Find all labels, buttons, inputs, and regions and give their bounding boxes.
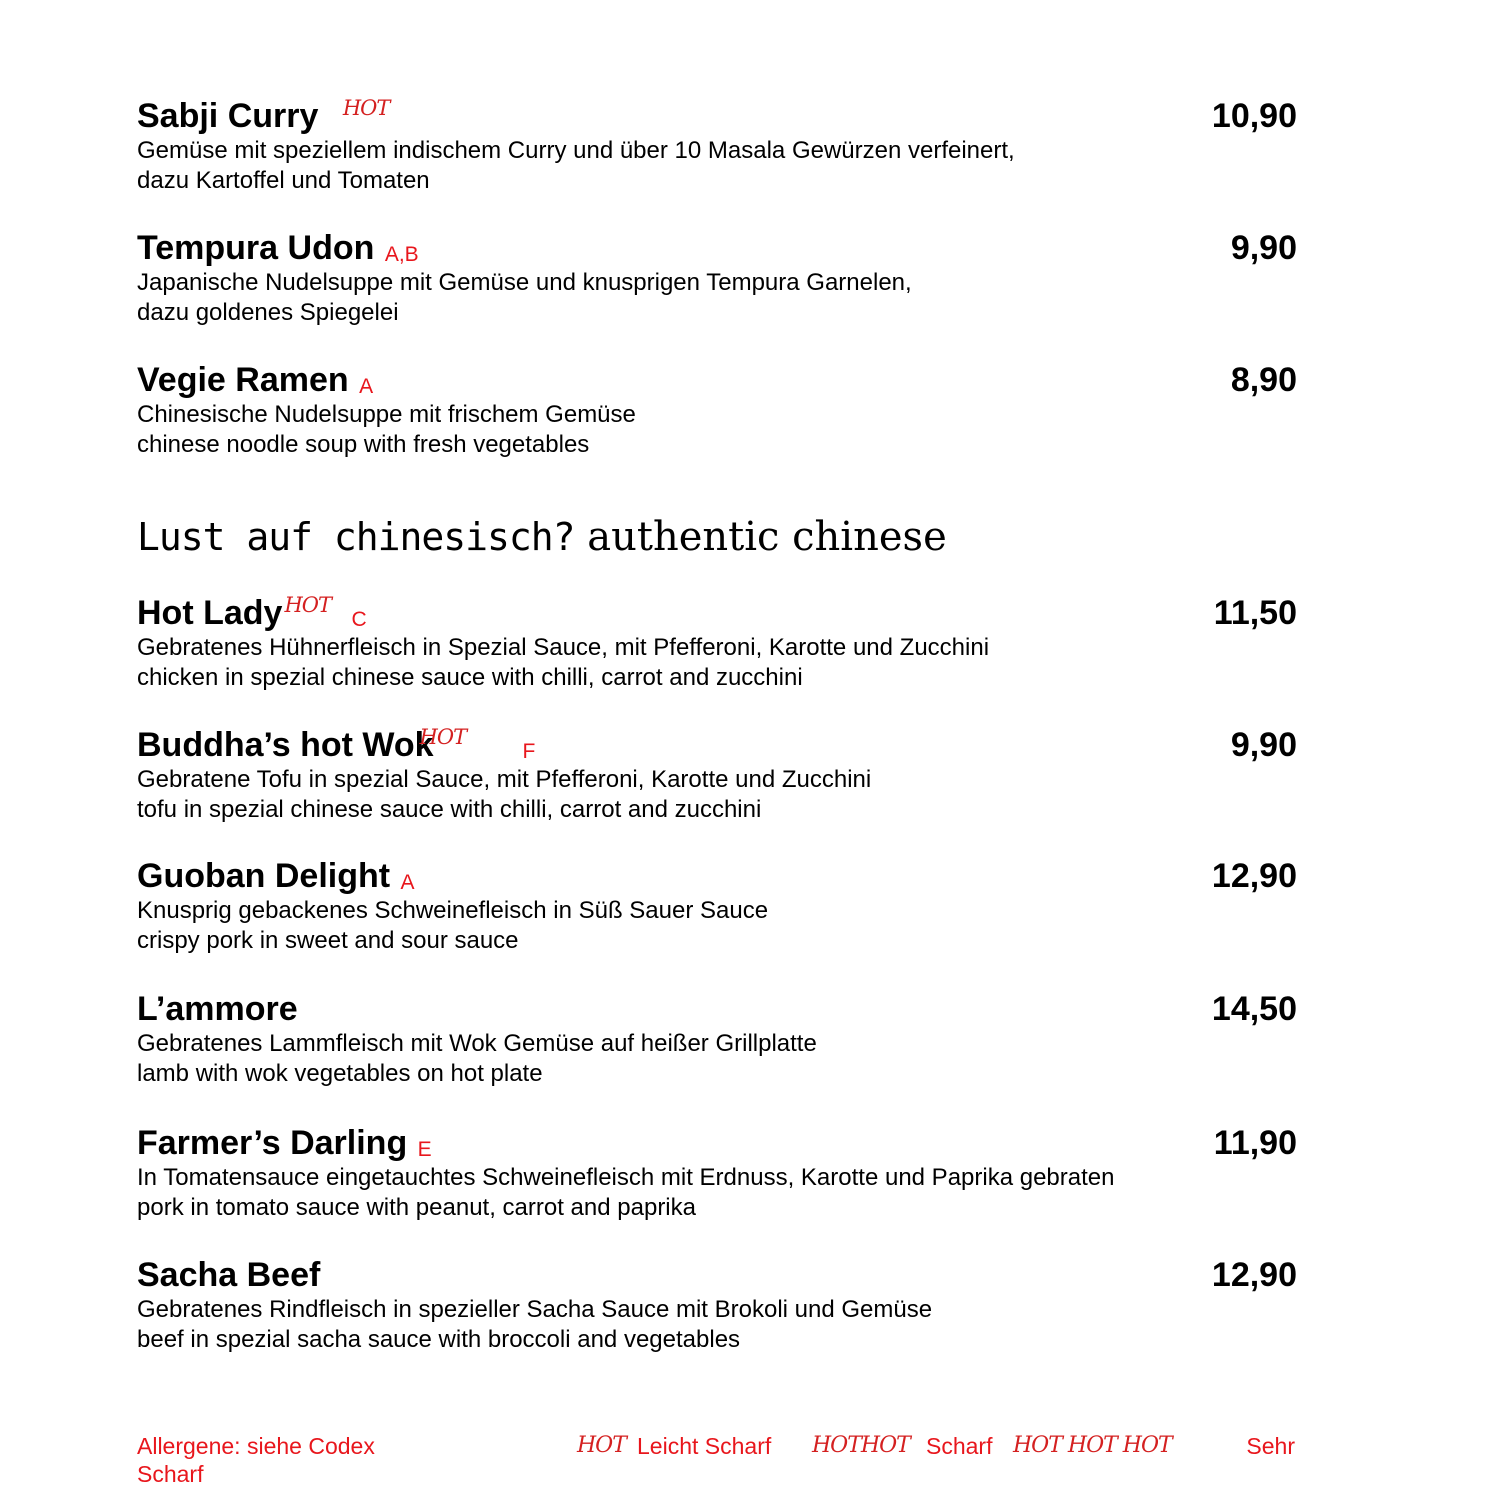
menu-item-farmers-darling bbox=[137, 1123, 1297, 1223]
dish-description: Gebratenes Hühnerfleisch in Spezial Sauce, mit Pfefferoni, Karotte und Zucchini bbox=[137, 634, 990, 661]
section-title-german: Lust auf chinesisch? bbox=[137, 515, 575, 559]
spice-level-label: Leicht Scharf bbox=[637, 1433, 772, 1459]
allergen-code: A bbox=[359, 375, 374, 398]
hot-hot-icon: HOTHOT bbox=[812, 1433, 910, 1458]
allergen-code: C bbox=[351, 608, 367, 631]
dish-description: crispy pork in sweet and sour sauce bbox=[137, 927, 519, 954]
dish-price: 8,90 bbox=[1230, 361, 1297, 399]
dish-description: beef in spezial sacha sauce with broccoli and vegetables bbox=[137, 1326, 741, 1353]
dish-name: Hot Lady bbox=[137, 594, 283, 632]
dish-name: Vegie Ramen bbox=[137, 361, 349, 399]
menu-item-header bbox=[137, 989, 1297, 1029]
dish-name: Guoban Delight bbox=[137, 857, 391, 895]
dish-description: chinese noodle soup with fresh vegetables bbox=[137, 431, 590, 458]
allergen-code: A bbox=[400, 871, 415, 894]
dish-price: 11,50 bbox=[1213, 594, 1297, 632]
spice-level-label: Sehr bbox=[1246, 1433, 1295, 1459]
dish-description: Gebratene Tofu in spezial Sauce, mit Pfefferoni, Karotte und Zucchini bbox=[137, 766, 872, 793]
section-title bbox=[137, 512, 947, 562]
menu-item-tempura-udon bbox=[137, 228, 1297, 328]
menu-item-header bbox=[137, 856, 1297, 896]
menu-item-header bbox=[137, 725, 1297, 765]
dish-name: Buddha’s hot Wok bbox=[137, 726, 434, 764]
menu-item-vegie-ramen bbox=[137, 360, 1297, 460]
allergen-note-line2: Scharf bbox=[137, 1461, 204, 1487]
dish-description: dazu goldenes Spiegelei bbox=[137, 299, 399, 326]
menu-item-header bbox=[137, 1255, 1297, 1295]
menu-item-lammore bbox=[137, 989, 1297, 1089]
hot-hot-hot-icon: HOT HOT HOT bbox=[1013, 1433, 1172, 1458]
dish-description: Gemüse mit speziellem indischem Curry und über 10 Masala Gewürzen verfeinert, bbox=[137, 137, 1015, 164]
dish-description: Knusprig gebackenes Schweinefleisch in Süß Sauer Sauce bbox=[137, 897, 769, 924]
menu-item-hot-lady bbox=[137, 593, 1297, 693]
allergen-note: Allergene: siehe Codex bbox=[137, 1433, 375, 1459]
menu-item-header bbox=[137, 593, 1297, 633]
menu-item-sacha-beef bbox=[137, 1255, 1297, 1355]
allergen-code: E bbox=[417, 1138, 432, 1161]
dish-price: 9,90 bbox=[1230, 229, 1297, 267]
dish-description: pork in tomato sauce with peanut, carrot and paprika bbox=[137, 1194, 696, 1221]
dish-name: L’ammore bbox=[137, 990, 298, 1028]
spice-level-label: Scharf bbox=[926, 1433, 993, 1459]
menu-item-header bbox=[137, 1123, 1297, 1163]
allergen-code: A,B bbox=[384, 243, 419, 266]
dish-description: lamb with wok vegetables on hot plate bbox=[137, 1060, 543, 1087]
allergen-code: F bbox=[522, 740, 536, 763]
dish-description: Japanische Nudelsuppe mit Gemüse und knusprigen Tempura Garnelen, bbox=[137, 269, 912, 296]
dish-price: 12,90 bbox=[1211, 857, 1297, 895]
dish-price: 10,90 bbox=[1211, 97, 1297, 135]
menu-item-guoban-delight bbox=[137, 856, 1297, 956]
dish-price: 9,90 bbox=[1230, 726, 1297, 764]
dish-name: Sabji Curry bbox=[137, 97, 319, 135]
dish-description: tofu in spezial chinese sauce with chilli, carrot and zucchini bbox=[137, 796, 762, 823]
dish-description: dazu Kartoffel und Tomaten bbox=[137, 167, 430, 194]
dish-name: Farmer’s Darling bbox=[137, 1124, 408, 1162]
hot-icon: HOT bbox=[419, 725, 467, 749]
dish-price: 12,90 bbox=[1211, 1256, 1297, 1294]
dish-description: Chinesische Nudelsuppe mit frischem Gemüse bbox=[137, 401, 636, 428]
dish-description: Gebratenes Lammfleisch mit Wok Gemüse auf heißer Grillplatte bbox=[137, 1030, 817, 1057]
dish-price: 14,50 bbox=[1211, 990, 1297, 1028]
hot-icon: HOT bbox=[284, 593, 331, 617]
dish-description: Gebratenes Rindfleisch in spezieller Sacha Sauce mit Brokoli und Gemüse bbox=[137, 1296, 933, 1323]
menu-item-header bbox=[137, 96, 1297, 136]
menu-item-header bbox=[137, 228, 1297, 268]
hot-icon: HOT bbox=[342, 96, 390, 120]
menu-item-header bbox=[137, 360, 1297, 400]
dish-name: Tempura Udon bbox=[137, 229, 375, 267]
dish-description: In Tomatensauce eingetauchtes Schweinefleisch mit Erdnuss, Karotte und Paprika gebraten bbox=[137, 1164, 1115, 1191]
spice-legend-footer bbox=[137, 1432, 1297, 1492]
dish-price: 11,90 bbox=[1213, 1124, 1297, 1162]
dish-description: chicken in spezial chinese sauce with chilli, carrot and zucchini bbox=[137, 664, 803, 691]
hot-icon: HOT bbox=[577, 1433, 626, 1458]
section-title-english: authentic chinese bbox=[587, 514, 947, 560]
menu-item-sabji-curry bbox=[137, 96, 1297, 196]
menu-item-buddhas-hot-wok bbox=[137, 725, 1297, 825]
dish-name: Sacha Beef bbox=[137, 1256, 321, 1294]
